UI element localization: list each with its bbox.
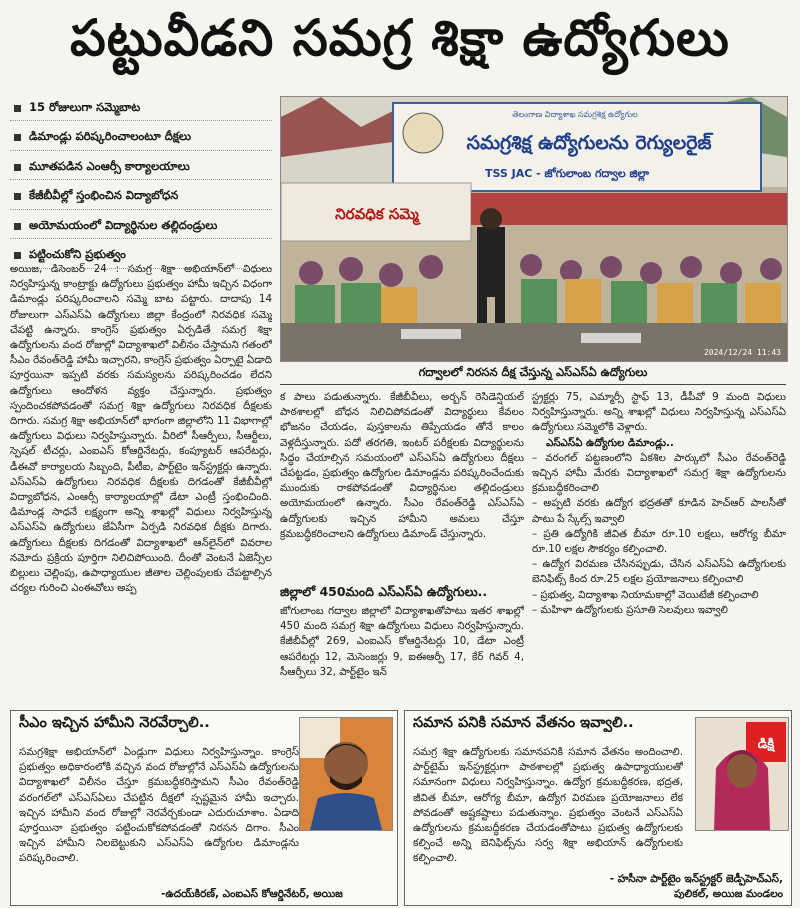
portrait-banner-text: డిక్షి	[757, 737, 775, 752]
page-headline: పట్టువీడని సమగ్ర శిక్షా ఉద్యోగులు	[70, 8, 730, 67]
bullet-square-icon	[14, 252, 21, 259]
portrait-photo	[695, 717, 789, 831]
bullet-square-icon	[14, 193, 21, 200]
protest-photo-illustration	[281, 97, 787, 361]
highlight-item: పట్టించుకోని ప్రభుత్వం	[10, 244, 272, 269]
banner-main-text: సమగ్రశిక్ష ఉద్యోగులను రెగ్యులరైజ్	[466, 132, 712, 154]
man-portrait-illustration	[300, 718, 392, 830]
demand-item: – ఉద్యోగ విరమణ చేసినప్పుడు, చేసిన ఎస్‌ఎస్‌ఏ ఉద్యోగులకు బెనిఫిట్స్ కింద రూ.25 లక్షల ప్రయోజనాలు కల్పించాలి	[532, 558, 786, 586]
bullet-square-icon	[14, 164, 21, 171]
photo-caption: గద్వాలలో నిరసన దీక్ష చేస్తున్న ఎస్‌ఎస్‌ఏ ఉద్యోగులు	[280, 362, 786, 385]
protest-photo	[280, 96, 788, 362]
highlights-list	[10, 96, 272, 274]
portrait-photo	[299, 717, 393, 831]
bullet-square-icon	[14, 105, 21, 112]
banner-sub-text: TSS JAC - జోగులాంబ గద్వాల జిల్లా	[484, 167, 650, 180]
banner-top-text: తెలంగాణ విద్యాశాఖ సమగ్రశిక్ష ఉద్యోగుల	[512, 110, 638, 119]
quote-signature: - హసీనా పార్ట్‌టైం ఇన్‌స్ట్రక్టర్ జెడ్పీహెచ్‌ఎస్, పులికల్, అయిజ మండలం	[609, 873, 783, 900]
quote-text: సమగ్రశిక్షా అభియాన్‌లో ఏండ్లుగా విధులు నిర్వహిస్తున్నాం. కాంగ్రెస్ ప్రభుత్వం అధికారంలోకి వచ్చిన వంద రోజుల్లోనే ఎస్‌ఎస్‌ఏ ఉద్యోగులను విద్యాశాఖలో విలీనం చేస్తూ క్రమబద్ధీకరిస్తామని సీఎం రేవంత్‌రెడ్డి వరంగల్‌లో ఎస్‌ఎస్‌ఏలు చేపట్టిన దీక్షలో స్పష్టమైన హామీ ఇచ్చారు. ఇచ్చిన హామీని వంద రోజుల్లో నెరవేర్చకుండా ఎదురుచూశాం. ఏడాది పూర్తయినా ప్రభుత్వం పట్టించుకోకపోవడంతో నిరసన దిగాం. సీఎం ఇచ్చిన హామీని నిలబెట్టుకుని ఎస్‌ఎస్‌ఏ ఉద్యోగుల డిమాండ్లను పరిష్కరించాలి.	[19, 746, 299, 865]
subsection-title: జిల్లాలో 450మంది ఎస్‌ఎస్‌ఏ ఉద్యోగులు..	[280, 584, 488, 599]
quote-title: సీఎం ఇచ్చిన హామీని నెరవేర్చాలి..	[19, 715, 210, 731]
highlight-item: 15 రోజులుగా సమ్మెబాట	[10, 96, 272, 121]
demand-item: – వరంగల్ పట్టణంలోని ఏకశిల పార్కులో సీఎం రేవంత్‌రెడ్డి ఇచ్చిన హామీ మేరకు విద్యాశాఖలో సమగ్ర శిక్షా ఉద్యోగులను క్రమబద్ధీకరించాలి	[532, 451, 786, 495]
demand-item: – ప్రతి ఉద్యోగికి జీవిత బీమా రూ.10 లక్షలు, ఆరోగ్య బీమా రూ.10 లక్షల సౌకర్యం కల్పించాలి.	[532, 527, 786, 556]
demand-item: – మహిళా ఉద్యోగులకు ప్రసూతి సెలవులు ఇవ్వాలి	[532, 603, 728, 616]
highlight-item: మూతపడిన ఎంఆర్సీ కార్యాలయాలు	[10, 155, 272, 180]
demand-item: – ప్రభుత్వ, విద్యాశాఖ నియామకాల్లో వెయిటేజీ కల్పించాలి	[532, 588, 759, 601]
demands-subhead: ఎస్‌ఎస్‌ఏ ఉద్యోగుల డిమాండ్లు..	[546, 436, 674, 449]
quote-box-haseena	[404, 710, 792, 906]
woman-portrait-illustration	[696, 718, 788, 830]
highlight-item: కేజీబీవీల్లో స్తంభించిన విద్యాబోధన	[10, 185, 272, 210]
demand-item: – అప్పటి వరకు ఉద్యోగ భద్రతతో కూడిన హెచ్ఆర్ పాలసీతో పాటు పే స్కేల్స్ ఇవ్వాలి	[532, 497, 786, 525]
article-column-1: అయిజ, డిసెంబర్ 24 : సమగ్ర శిక్షా అభియాన్‌లో విధులు నిర్వహిస్తున్న కాంట్రాక్టు ఉద్యోగులు ప్రభుత్వం హామీ ఇచ్చిన విధంగా డిమాండ్లు పరిష్కరించాలని సమ్మె బాట పట్టారు. దాదాపు 14 రోజులుగా ఎస్‌ఎస్‌ఏ ఉద్యోగులు జిల్లా కేంద్రంలో నిరవధిక సమ్మె చేపట్టి ఉన్నారు. కాంగ్రెస్ ప్రభుత్వం ఏర్పడితే సమగ్ర శిక్షా ఉద్యోగులను వంద రోజుల్లో విద్యాశాఖలో విలీనం చేస్తామని గతంలో సీఎం రేవంత్‌రెడ్డి హామీ ఇచ్చారని, కాంగ్రెస్ ప్రభుత్వం ఏర్పాటై ఏడాది పూర్తయినా ఇప్పటి వరకు సమస్యలను పరిష్కరించడం లేదని ఉద్యోగులు ఆందోళన వ్యక్తం చేస్తున్నారు. ప్రభుత్వం స్పందించకపోవడంతో సమగ్ర శిక్షా ఉద్యోగులు నిరవధిక దీక్షలకు దిగారు. సమగ్ర శిక్షా అభియాన్‌లో భాగంగా జిల్లాలోని 11 విభాగాల్లో ఉద్యోగులు విధులు నిర్వహిస్తున్నారు. వీరిలో సీఆర్పీలు, సీఆర్టీలు, స్పెషల్ టీచర్లు, ఎంఐఎస్ కోఆర్డినేటర్లు, కంప్యూటర్ ఆపరేటర్లు, డీఈవో కార్యాలయ సిబ్బంది, పీటీఐ, పార్ట్‌టైం ఇన్‌స్ట్రక్టర్లు ఉన్నారు. ఎస్‌ఎస్‌ఏ ఉద్యోగులు నిరవధిక దీక్షలకు దిగడంతో కేజీబీవీల్లో విద్యాబోధన, ఎంఆర్సీ కార్యాలయాల్లో డేటా ఎంట్రీ స్తంభించింది. డిమాండ్ల సాధనే లక్ష్యంగా అన్ని శాఖల్లో విధులు నిర్వహిస్తున్న ఎస్‌ఎస్‌ఏ ఉద్యోగులు జేఏసీగా ఏర్పడి నిరవధిక దీక్షకు దిగారు. ఉద్యోగులు దీక్షలకు దిగడంతో విద్యాశాఖలో ఆన్‌లైన్‌లో వివరాల నమోదు ప్రక్రియ పూర్తిగా నిలిచిపోయింది. దీంతో వెంటనే ఏజెన్సీల బిల్లులు చెల్లింపు, ఉపాధ్యాయుల జీతాల చెల్లింపులకు చేపట్టాల్సిన చర్యల గురించి ఎంఈవోలు అప్ప	[10, 263, 272, 595]
banner-left-text: నిరవధిక సమ్మె	[335, 205, 419, 223]
quote-box-udaykiran	[10, 710, 398, 906]
article-column-2: క పాలు పడుతున్నారు. కేజీబీవీలు, అర్బన్ రెసిడెన్షియల్ పాఠశాలల్లో బోధన నిలిచిపోవడంతో విద్యార్థులు కేవలం భోజనం చేయడం, పుస్తకాలను తిప్పేయడం తోనే కాలం వెళ్లదీస్తున్నారు. పదో తరగతి, ఇంటర్ పరీక్షలకు విద్యార్థులను సిద్ధం చేయాల్సిన సమయంలో ఎస్‌ఎస్‌ఏ ఉద్యోగులు దీక్షలు చేపట్టడం, ప్రభుత్వం ఉద్యోగుల డిమాండ్లను పరిష్కరించేందుకు ముందుకు రాకపోవడంతో విద్యార్థినుల తల్లిదండ్రులు అయోమయంలో ఉన్నారు. సీఎం రేవంత్‌రెడ్డి ఎస్‌ఎస్‌ఏ ఉద్యోగులకు ఇచ్చిన హామీని అమలు చేస్తూ క్రమబద్ధీకరించాలని ఉద్యోగులు డిమాండ్ చేస్తున్నారు.	[280, 391, 524, 540]
highlight-item: డిమాండ్లు పరిష్కరించాలంటూ దీక్షలు	[10, 126, 272, 151]
photo-timestamp: 2024/12/24 11:43	[703, 348, 781, 357]
article-column-3: స్ట్రక్టర్లు 75, ఎమ్మార్సీ స్టాఫ్ 13, డీపీవో 9 మంది విధులు నిర్వహిస్తున్నారు. అన్ని శాఖల్లో విధులు నిర్వహిస్తున్న ఎస్‌ఎస్‌ఏ ఉద్యోగులు సమ్మెలోకి వెళ్లారు. ఎస్‌ఎస్‌ఏ ఉద్యోగుల డిమాండ్లు.. – వరంగల్ పట్టణంలోని ఏకశిల పార్కులో సీఎం రేవంత్‌రెడ్డి ఇచ్చిన హామీ మేరకు విద్యాశాఖలో సమగ్ర శిక్షా ఉద్యోగులను క్రమబద్ధీకరించాలి – అప్పటి వరకు ఉద్యోగ భద్రతతో కూడిన హెచ్ఆర్ పాలసీతో పాటు పే స్కేల్స్ ఇవ్వాలి – ప్రతి ఉద్యోగికి జీవిత బీమా రూ.10 లక్షలు, ఆరోగ్య బీమా రూ.10 లక్షల సౌకర్యం కల్పించాలి. – ఉద్యోగ విరమణ చేసినప్పుడు, చేసిన ఎస్‌ఎస్‌ఏ ఉద్యోగులకు బెనిఫిట్స్ కింద రూ.25 లక్షల ప్రయోజనాలు కల్పించాలి – ప్రభుత్వ, విద్యాశాఖ నియామకాల్లో వెయిటేజీ కల్పించాలి – మహిళా ఉద్యోగులకు ప్రసూతి సెలవులు ఇవ్వాలి	[532, 390, 786, 702]
highlight-item: అయోమయంలో విద్యార్థినుల తల్లిదండ్రులు	[10, 214, 272, 239]
quote-title: సమాన పనికి సమాన వేతనం ఇవ్వాలి..	[413, 715, 634, 731]
bullet-square-icon	[14, 134, 21, 141]
bullet-square-icon	[14, 223, 21, 230]
article-column-2-continued: జోగులాంబ గద్వాల జిల్లాలో విద్యాశాఖతోపాటు ఇతర శాఖల్లో 450 మంది సమగ్ర శిక్షా ఉద్యోగులు విధులు నిర్వహిస్తున్నారు. కేజీబీవీల్లో 269, ఎంఐఎస్ కోఆర్డినేటర్లు 10, డేటా ఎంట్రీ ఆపరేటర్లు 12, మెసెంజర్లు 9, ఐఈఆర్పీ 17, కేర్ గివర్ 4, సీఆర్పీలు 32, పార్ట్‌టైం ఇన్	[280, 605, 524, 678]
quote-signature: -ఉదయ్‌కిరణ్, ఎంఐఎస్ కోఆర్డినేటర్, అయిజ	[161, 888, 343, 900]
quote-text: సమగ్ర శిక్షా ఉద్యోగులకు సమానపనికి సమాన వేతనం అందించాలి. పార్ట్‌టైమ్ ఇన్‌స్ట్రక్టర్లుగా పాఠశాలల్లో ప్రభుత్వ ఉపాధ్యాయులతో సమానంగా విధులు నిర్వహిస్తున్నాం. ఉద్యోగ క్రమబద్ధీకరణ, భద్రత, జీవిత బీమా, ఆరోగ్య బీమా, ఉద్యోగ విరమణ ప్రయోజనాలు లేక పోవడంతో అష్టకష్టాలు పడుతున్నాం. ప్రభుత్వం వెంటనే ఎస్‌ఎస్‌ఏ ఉద్యోగులను క్రమబద్ధీకరణ చేయడంతోపాటు ప్రభుత్వ ఉద్యోగులకు కల్పించే అన్ని బెనిఫిట్స్‌ను సర్వ శిక్షా అభియాన్ ఉద్యోగులకు కల్పించాలి.	[413, 746, 683, 865]
